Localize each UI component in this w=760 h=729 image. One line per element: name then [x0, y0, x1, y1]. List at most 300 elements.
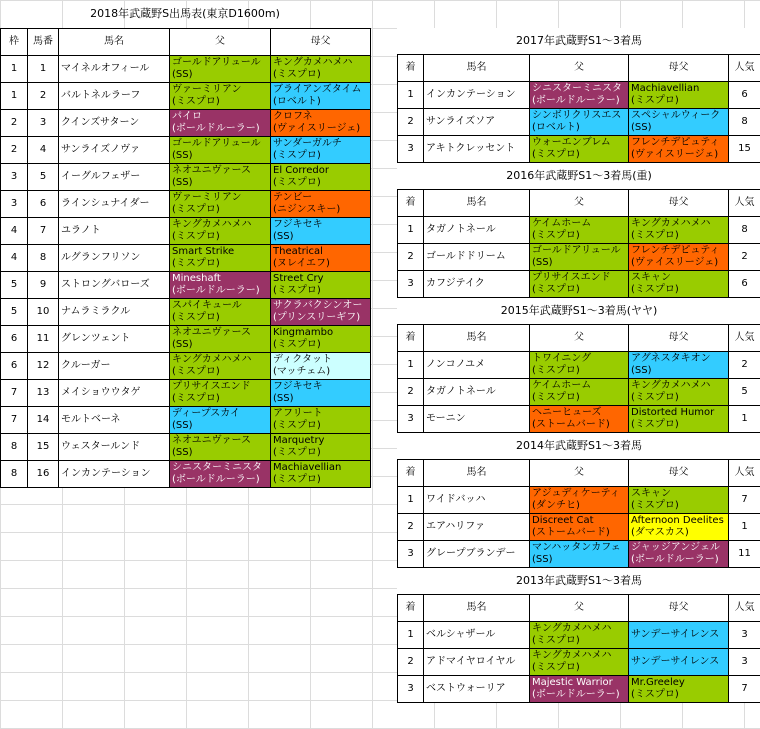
damsire-cell-line1: フジキセキ	[273, 219, 323, 230]
damsire-cell-line2: (ヌレイエフ)	[273, 258, 330, 269]
result-row	[398, 406, 760, 433]
header-horse-name: 馬名	[424, 460, 530, 487]
waku-cell: 8	[1, 434, 28, 461]
sire-cell-line2: (SS)	[172, 177, 193, 188]
horse-name-cell: インカンテーション	[59, 461, 170, 488]
result-row	[398, 109, 760, 136]
damsire-cell-line1: Kingmambo	[273, 327, 334, 338]
sire-cell-line1: アジュディケーティ	[532, 488, 620, 499]
sire-cell	[170, 461, 271, 488]
popularity-cell: 15	[729, 136, 760, 163]
sire-cell	[170, 218, 271, 245]
umaban-cell: 5	[28, 164, 59, 191]
damsire-cell-line1: Machiavellian	[631, 83, 700, 94]
year-title: 2016年武蔵野S1～3着馬(重)	[398, 163, 760, 190]
horse-name-cell: タガノトネール	[424, 217, 530, 244]
horse-name-cell: グレープブランデー	[424, 541, 530, 568]
year-title: 2017年武蔵野S1～3着馬	[398, 28, 760, 55]
sire-cell	[530, 487, 629, 514]
sire-cell-line1: プリサイスエンド	[172, 381, 251, 392]
umaban-cell: 3	[28, 110, 59, 137]
header-sire: 父	[170, 29, 271, 56]
waku-cell: 4	[1, 245, 28, 272]
popularity-cell: 2	[729, 352, 760, 379]
damsire-cell-line1: スキャン	[631, 272, 671, 283]
damsire-cell-line2: (ミスプロ)	[273, 285, 321, 296]
sire-cell	[170, 434, 271, 461]
horse-name-cell: ゴールドドリーム	[424, 244, 530, 271]
waku-cell: 7	[1, 407, 28, 434]
position-cell: 1	[398, 487, 424, 514]
waku-cell: 2	[1, 137, 28, 164]
horse-name-cell: バルトネルラーフ	[59, 83, 170, 110]
year-title: 2013年武蔵野S1～3着馬	[398, 568, 760, 595]
position-cell: 3	[398, 541, 424, 568]
position-cell: 3	[398, 676, 424, 703]
waku-cell: 8	[1, 461, 28, 488]
damsire-cell-line1: Distorted Humor	[631, 407, 715, 418]
damsire-cell-line1: ディクタット	[273, 354, 332, 365]
sire-cell-line2: (ミスプロ)	[532, 662, 580, 673]
sire-cell-line2: (ミスプロ)	[172, 312, 220, 323]
header-position: 着	[398, 595, 424, 622]
damsire-cell	[629, 379, 729, 406]
year-title: 2014年武蔵野S1～3着馬	[398, 433, 760, 460]
entry-header-row	[1, 29, 371, 56]
horse-name-cell: ラインシュナイダー	[59, 191, 170, 218]
sire-cell	[530, 136, 629, 163]
year-title-row	[398, 298, 760, 325]
damsire-cell-line1: フレンチデピュティ	[631, 245, 720, 256]
damsire-cell	[271, 407, 371, 434]
sire-cell-line1: ケイムホーム	[532, 218, 592, 229]
damsire-cell	[629, 352, 729, 379]
result-row	[398, 244, 760, 271]
entry-table	[0, 28, 371, 488]
waku-cell: 5	[1, 299, 28, 326]
results-header-row	[398, 595, 760, 622]
sire-cell-line1: マンハッタンカフェ	[532, 542, 621, 553]
popularity-cell: 6	[729, 271, 760, 298]
damsire-cell-line2: (ミスプロ)	[631, 284, 679, 295]
header-sire: 父	[530, 55, 629, 82]
sire-cell	[530, 244, 629, 271]
results-header-row	[398, 190, 760, 217]
result-row	[398, 379, 760, 406]
damsire-cell	[629, 82, 729, 109]
sire-cell-line1: ヴァーミリアン	[172, 192, 242, 203]
sire-cell-line1: シンボリクリスエス	[532, 110, 622, 121]
header-popularity: 人気	[729, 595, 760, 622]
result-row	[398, 676, 760, 703]
sire-cell	[530, 541, 629, 568]
horse-name-cell: ベルシャザール	[424, 622, 530, 649]
entry-row	[1, 380, 371, 407]
umaban-cell: 8	[28, 245, 59, 272]
damsire-cell-line2: (SS)	[631, 365, 652, 376]
entry-row	[1, 56, 371, 83]
sire-cell-line1: Mineshaft	[172, 273, 221, 284]
popularity-cell: 7	[729, 676, 760, 703]
sire-cell-line2: (SS)	[172, 420, 193, 431]
umaban-cell: 4	[28, 137, 59, 164]
damsire-cell-line2: (SS)	[273, 393, 294, 404]
damsire-cell-line1: フレンチデピュティ	[631, 137, 720, 148]
sire-cell-line2: (ミスプロ)	[172, 231, 220, 242]
sire-cell-line1: プリサイスエンド	[532, 272, 611, 283]
sire-cell	[170, 245, 271, 272]
sire-cell-line2: (SS)	[532, 257, 553, 268]
result-row	[398, 649, 760, 676]
damsire-cell	[629, 217, 729, 244]
waku-cell: 3	[1, 164, 28, 191]
damsire-cell-line1: Mr.Greeley	[631, 677, 685, 688]
sire-cell	[530, 379, 629, 406]
sire-cell	[170, 110, 271, 137]
sire-cell-line2: (SS)	[172, 447, 193, 458]
results-header-row	[398, 55, 760, 82]
damsire-cell-line1: El Corredor	[273, 165, 329, 176]
damsire-cell-line2: (ミスプロ)	[273, 150, 321, 161]
damsire-cell	[271, 110, 371, 137]
position-cell: 2	[398, 514, 424, 541]
umaban-cell: 7	[28, 218, 59, 245]
umaban-cell: 15	[28, 434, 59, 461]
damsire-cell-line2: (ヴァイスリージェ)	[631, 149, 719, 160]
damsire-cell	[271, 83, 371, 110]
results-table	[397, 28, 760, 703]
entry-row	[1, 299, 371, 326]
sire-cell-line1: Majestic Warrior	[532, 677, 613, 688]
year-title: 2015年武蔵野S1～3着馬(ヤヤ)	[398, 298, 760, 325]
sire-cell-line1: ヴァーミリアン	[172, 84, 242, 95]
header-horse-name: 馬名	[424, 595, 530, 622]
umaban-cell: 10	[28, 299, 59, 326]
sire-cell-line1: ゴールドアリュール	[532, 245, 621, 256]
damsire-cell-line2: (ボールドルーラー)	[631, 554, 719, 565]
damsire-cell-line1: キングカメハメハ	[631, 218, 711, 229]
damsire-cell-line2: (ミスプロ)	[631, 689, 679, 700]
entry-row	[1, 434, 371, 461]
result-row	[398, 271, 760, 298]
damsire-cell: サンデーサイレンス	[629, 649, 729, 676]
sire-cell-line2: (ミスプロ)	[172, 366, 220, 377]
sire-cell	[170, 326, 271, 353]
damsire-cell-line2: (ミスプロ)	[273, 447, 321, 458]
results-header-row	[398, 325, 760, 352]
sire-cell-line1: Discreet Cat	[532, 515, 594, 526]
entry-row	[1, 83, 371, 110]
sire-cell-line2: (ミスプロ)	[172, 204, 220, 215]
sire-cell-line2: (ミスプロ)	[172, 258, 220, 269]
waku-cell: 3	[1, 191, 28, 218]
damsire-cell	[271, 218, 371, 245]
sire-cell-line2: (ミスプロ)	[532, 230, 580, 241]
results-header-row	[398, 460, 760, 487]
sire-cell-line1: ウォーエンブレム	[532, 137, 611, 148]
header-position: 着	[398, 190, 424, 217]
position-cell: 3	[398, 271, 424, 298]
sire-cell-line2: (ストームバード)	[532, 419, 610, 430]
position-cell: 1	[398, 352, 424, 379]
header-sire: 父	[530, 460, 629, 487]
horse-name-cell: ワイドバッハ	[424, 487, 530, 514]
position-cell: 1	[398, 82, 424, 109]
sire-cell-line2: (ストームバード)	[532, 527, 610, 538]
sire-cell-line1: Smart Strike	[172, 246, 235, 257]
umaban-cell: 9	[28, 272, 59, 299]
waku-cell: 5	[1, 272, 28, 299]
damsire-cell	[271, 245, 371, 272]
result-row	[398, 487, 760, 514]
umaban-cell: 12	[28, 353, 59, 380]
horse-name-cell: モーニン	[424, 406, 530, 433]
damsire-cell-line1: ブライアンズタイム	[273, 84, 362, 95]
sire-cell-line2: (ボールドルーラー)	[532, 689, 620, 700]
entry-row	[1, 245, 371, 272]
damsire-cell-line2: (SS)	[631, 122, 652, 133]
waku-cell: 6	[1, 353, 28, 380]
sire-cell-line2: (ボールドルーラー)	[172, 285, 260, 296]
waku-cell: 6	[1, 326, 28, 353]
sire-cell-line2: (ボールドルーラー)	[172, 123, 260, 134]
damsire-cell-line1: テンビー	[273, 192, 313, 203]
year-title-row	[398, 433, 760, 460]
damsire-cell-line1: サンダーガルチ	[273, 138, 342, 149]
umaban-cell: 1	[28, 56, 59, 83]
header-popularity: 人気	[729, 325, 760, 352]
damsire-cell	[271, 461, 371, 488]
sire-cell	[530, 622, 629, 649]
damsire-cell-line1: Street Cry	[273, 273, 324, 284]
damsire-cell	[271, 164, 371, 191]
damsire-cell	[629, 676, 729, 703]
sire-cell-line1: パイロ	[172, 111, 202, 122]
damsire-cell	[271, 191, 371, 218]
damsire-cell-line2: (ミスプロ)	[631, 95, 679, 106]
sire-cell-line1: キングカメハメハ	[172, 354, 252, 365]
horse-name-cell: ノンコノユメ	[424, 352, 530, 379]
damsire-cell	[271, 299, 371, 326]
header-position: 着	[398, 460, 424, 487]
header-sire: 父	[530, 190, 629, 217]
sire-cell-line2: (ミスプロ)	[532, 365, 580, 376]
sire-cell-line1: ディープスカイ	[172, 408, 240, 419]
damsire-cell-line2: (マッチェム)	[273, 366, 331, 377]
damsire-cell	[271, 326, 371, 353]
sire-cell-line2: (ボールドルーラー)	[172, 474, 260, 485]
entry-row	[1, 272, 371, 299]
position-cell: 1	[398, 217, 424, 244]
position-cell: 3	[398, 136, 424, 163]
damsire-cell-line2: (ミスプロ)	[273, 420, 321, 431]
entry-row	[1, 191, 371, 218]
header-position: 着	[398, 325, 424, 352]
horse-name-cell: サンライズノヴァ	[59, 137, 170, 164]
sire-cell	[170, 83, 271, 110]
result-row	[398, 514, 760, 541]
popularity-cell: 11	[729, 541, 760, 568]
entry-row	[1, 353, 371, 380]
horse-name-cell: モルトベーネ	[59, 407, 170, 434]
horse-name-cell: インカンテーション	[424, 82, 530, 109]
waku-cell: 7	[1, 380, 28, 407]
sire-cell	[170, 353, 271, 380]
horse-name-cell: ストロングバローズ	[59, 272, 170, 299]
damsire-cell	[629, 541, 729, 568]
sire-cell-line1: シニスターミニスタ	[532, 83, 622, 94]
sire-cell	[170, 380, 271, 407]
popularity-cell: 7	[729, 487, 760, 514]
sire-cell	[170, 164, 271, 191]
result-row	[398, 622, 760, 649]
damsire-cell-line1: キングカメハメハ	[631, 380, 711, 391]
header-sire: 父	[530, 325, 629, 352]
horse-name-cell: ユラノト	[59, 218, 170, 245]
damsire-cell-line1: クロフネ	[273, 111, 313, 122]
horse-name-cell: サンライズソア	[424, 109, 530, 136]
sire-cell	[170, 407, 271, 434]
damsire-cell-line1: Machiavellian	[273, 462, 342, 473]
entry-row	[1, 326, 371, 353]
sire-cell	[170, 191, 271, 218]
sire-cell-line1: キングカメハメハ	[532, 623, 612, 634]
damsire-cell	[629, 136, 729, 163]
sire-cell-line2: (ミスプロ)	[532, 635, 580, 646]
horse-name-cell: ウェスタールンド	[59, 434, 170, 461]
sire-cell-line1: ゴールドアリュール	[172, 138, 261, 149]
horse-name-cell: クルーガー	[59, 353, 170, 380]
position-cell: 2	[398, 379, 424, 406]
sire-cell-line2: (ミスプロ)	[172, 393, 220, 404]
horse-name-cell: ナムラミラクル	[59, 299, 170, 326]
result-row	[398, 541, 760, 568]
popularity-cell: 8	[729, 217, 760, 244]
sire-cell	[170, 299, 271, 326]
year-title-row	[398, 163, 760, 190]
page-title: 2018年武蔵野S出馬表(東京D1600m)	[90, 7, 280, 20]
sire-cell	[530, 514, 629, 541]
popularity-cell: 3	[729, 649, 760, 676]
horse-name-cell: クインズサターン	[59, 110, 170, 137]
damsire-cell-line1: スペシャルウィーク	[631, 110, 721, 121]
damsire-cell-line2: (ミスプロ)	[631, 500, 679, 511]
sire-cell-line1: ネオユニヴァース	[172, 327, 251, 338]
sire-cell-line1: トワイニング	[532, 353, 592, 364]
sire-cell-line2: (ボールドルーラー)	[532, 95, 620, 106]
header-damsire: 母父	[629, 595, 729, 622]
damsire-cell-line2: (ミスプロ)	[273, 177, 321, 188]
year-title-row	[398, 568, 760, 595]
header-horse-name: 馬名	[424, 325, 530, 352]
umaban-cell: 6	[28, 191, 59, 218]
waku-cell: 4	[1, 218, 28, 245]
sire-cell-line1: ネオユニヴァース	[172, 165, 251, 176]
popularity-cell: 8	[729, 109, 760, 136]
damsire-cell	[271, 137, 371, 164]
position-cell: 1	[398, 622, 424, 649]
sire-cell-line2: (ロベルト)	[532, 122, 580, 133]
horse-name-cell: ベストウォーリア	[424, 676, 530, 703]
sire-cell	[170, 272, 271, 299]
header-damsire: 母父	[629, 190, 729, 217]
header-position: 着	[398, 55, 424, 82]
damsire-cell-line2: (ミスプロ)	[631, 419, 679, 430]
sire-cell-line2: (ミスプロ)	[532, 149, 580, 160]
sire-cell-line2: (ミスプロ)	[172, 96, 220, 107]
sire-cell-line2: (SS)	[172, 339, 193, 350]
umaban-cell: 11	[28, 326, 59, 353]
horse-name-cell: カフジテイク	[424, 271, 530, 298]
damsire-cell-line2: (SS)	[273, 231, 294, 242]
damsire-cell-line2: (ヴァイスリージェ)	[273, 123, 361, 134]
horse-name-cell: タガノトネール	[424, 379, 530, 406]
sire-cell	[170, 56, 271, 83]
header-damsire: 母父	[629, 55, 729, 82]
sire-cell	[530, 82, 629, 109]
horse-name-cell: イーグルフェザー	[59, 164, 170, 191]
sire-cell	[530, 109, 629, 136]
damsire-cell-line1: アグネスタキオン	[631, 353, 711, 364]
umaban-cell: 14	[28, 407, 59, 434]
header-popularity: 人気	[729, 460, 760, 487]
entry-row	[1, 110, 371, 137]
result-row	[398, 217, 760, 244]
entry-row	[1, 461, 371, 488]
result-row	[398, 352, 760, 379]
damsire-cell	[629, 271, 729, 298]
damsire-cell	[629, 406, 729, 433]
damsire-cell: サンデーサイレンス	[629, 622, 729, 649]
year-title-row	[398, 28, 760, 55]
damsire-cell	[271, 56, 371, 83]
damsire-cell-line1: ジャッジアンジェル	[631, 542, 720, 553]
waku-cell: 2	[1, 110, 28, 137]
damsire-cell	[271, 353, 371, 380]
sire-cell-line1: ヘニーヒューズ	[532, 407, 602, 418]
damsire-cell	[629, 514, 729, 541]
damsire-cell-line1: スキャン	[631, 488, 671, 499]
sire-cell	[530, 649, 629, 676]
header-sire: 父	[530, 595, 629, 622]
damsire-cell-line2: (ロベルト)	[273, 96, 321, 107]
popularity-cell: 2	[729, 244, 760, 271]
damsire-cell-line2: (ニジンスキー)	[273, 204, 341, 215]
sire-cell-line1: キングカメハメハ	[172, 219, 252, 230]
sire-cell-line1: ゴールドアリュール	[172, 57, 261, 68]
header-damsire: 母父	[271, 29, 371, 56]
popularity-cell: 1	[729, 514, 760, 541]
damsire-cell-line2: (プリンスリーギフ)	[273, 312, 361, 323]
damsire-cell	[271, 380, 371, 407]
sire-cell-line2: (SS)	[172, 69, 193, 80]
sire-cell-line2: (ミスプロ)	[532, 392, 580, 403]
umaban-cell: 16	[28, 461, 59, 488]
damsire-cell-line2: (ダマスカス)	[631, 527, 689, 538]
damsire-cell-line1: Marquetry	[273, 435, 325, 446]
popularity-cell: 6	[729, 82, 760, 109]
damsire-cell-line2: (ミスプロ)	[631, 230, 679, 241]
umaban-cell: 2	[28, 83, 59, 110]
entry-row	[1, 164, 371, 191]
position-cell: 2	[398, 109, 424, 136]
header-waku: 枠	[1, 29, 28, 56]
sire-cell	[530, 271, 629, 298]
header-damsire: 母父	[629, 325, 729, 352]
position-cell: 3	[398, 406, 424, 433]
umaban-cell: 13	[28, 380, 59, 407]
damsire-cell-line1: サクラバクシンオー	[273, 300, 363, 311]
